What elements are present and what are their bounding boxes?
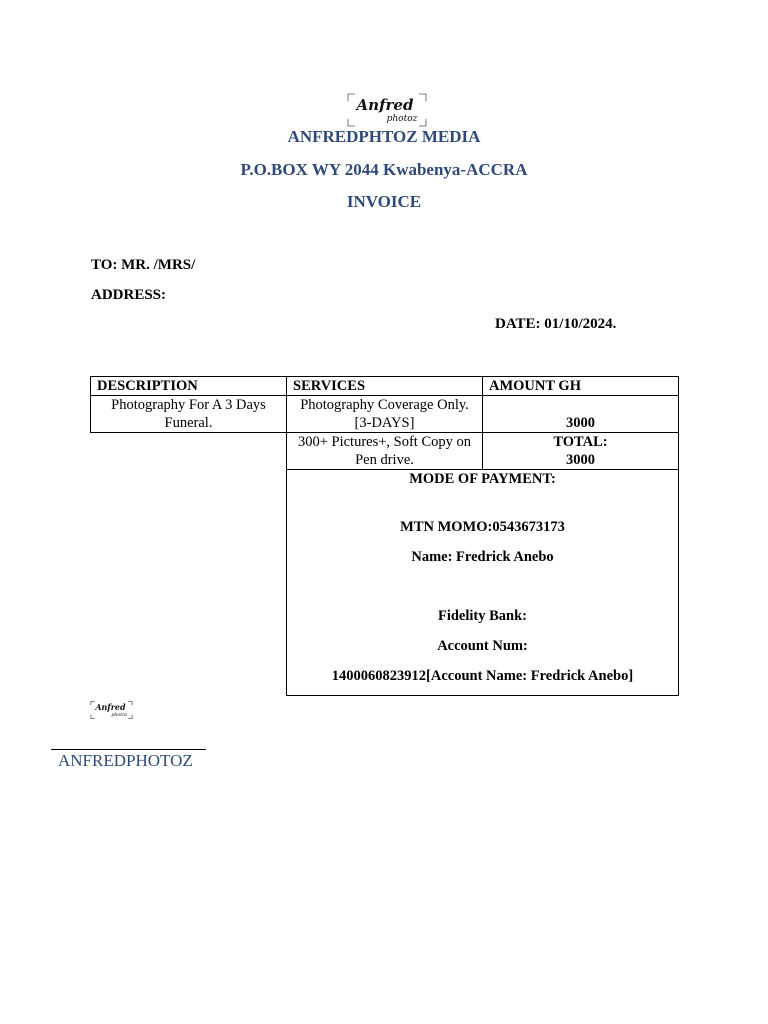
row1-service-line2: [3-DAYS] xyxy=(354,415,415,431)
table-row xyxy=(91,433,679,470)
logo-text-sub: photoz xyxy=(386,114,418,124)
account-label: Account Num: xyxy=(437,638,528,654)
row2-total xyxy=(483,433,679,470)
row1-description-line1: Photography For A 3 Days xyxy=(111,397,266,413)
col-header-description: DESCRIPTION xyxy=(91,377,287,396)
row1-service xyxy=(287,396,483,433)
row1-amount: 3000 xyxy=(483,396,679,433)
logo-text-main: Anfred xyxy=(356,96,414,114)
momo-number: MTN MOMO:0543673173 xyxy=(400,519,565,535)
payment-spacer xyxy=(91,470,287,696)
signature-name: ANFREDPHOTOZ xyxy=(58,751,193,770)
row1-description xyxy=(91,396,287,433)
col-header-amount: AMOUNT GH xyxy=(483,377,679,396)
payment-title: MODE OF PAYMENT: xyxy=(409,471,556,487)
bank-name: Fidelity Bank: xyxy=(437,608,528,624)
row2-service-line1: 300+ Pictures+, Soft Copy on xyxy=(297,434,472,450)
col-header-services: SERVICES xyxy=(287,377,483,396)
signature-logo xyxy=(90,701,133,719)
row2-description-empty xyxy=(91,433,287,470)
company-name: ANFREDPHTOZ MEDIA xyxy=(287,127,481,146)
payment-section xyxy=(287,470,679,696)
invoice-table xyxy=(90,376,679,696)
bill-address: ADDRESS: xyxy=(91,287,167,303)
table-header-row xyxy=(91,377,679,396)
row1-service-line1: Photography Coverage Only. xyxy=(300,397,469,413)
momo-name: Name: Fredrick Anebo xyxy=(411,549,554,565)
row1-description-line2: Funeral. xyxy=(164,415,213,431)
document-title: INVOICE xyxy=(346,192,422,211)
signature-logo-text-sub: photoz xyxy=(111,712,128,718)
logo-graphic xyxy=(347,93,427,127)
signature-line xyxy=(51,749,206,750)
company-address: P.O.BOX WY 2044 Kwabenya-ACCRA xyxy=(240,160,528,179)
bill-to: TO: MR. /MRS/ xyxy=(91,257,196,273)
invoice-date: DATE: 01/10/2024. xyxy=(495,316,617,332)
company-logo xyxy=(347,93,427,127)
row2-service xyxy=(287,433,483,470)
account-detail: 1400060823912[Account Name: Fredrick Anebo] xyxy=(331,668,634,684)
signature-logo-graphic xyxy=(90,701,133,719)
total-value: 3000 xyxy=(566,452,595,468)
payment-row xyxy=(91,470,679,696)
signature-logo-text-main: Anfred xyxy=(95,703,126,712)
row2-service-line2: Pen drive. xyxy=(355,452,414,468)
total-label: TOTAL: xyxy=(553,434,608,450)
table-row xyxy=(91,396,679,433)
